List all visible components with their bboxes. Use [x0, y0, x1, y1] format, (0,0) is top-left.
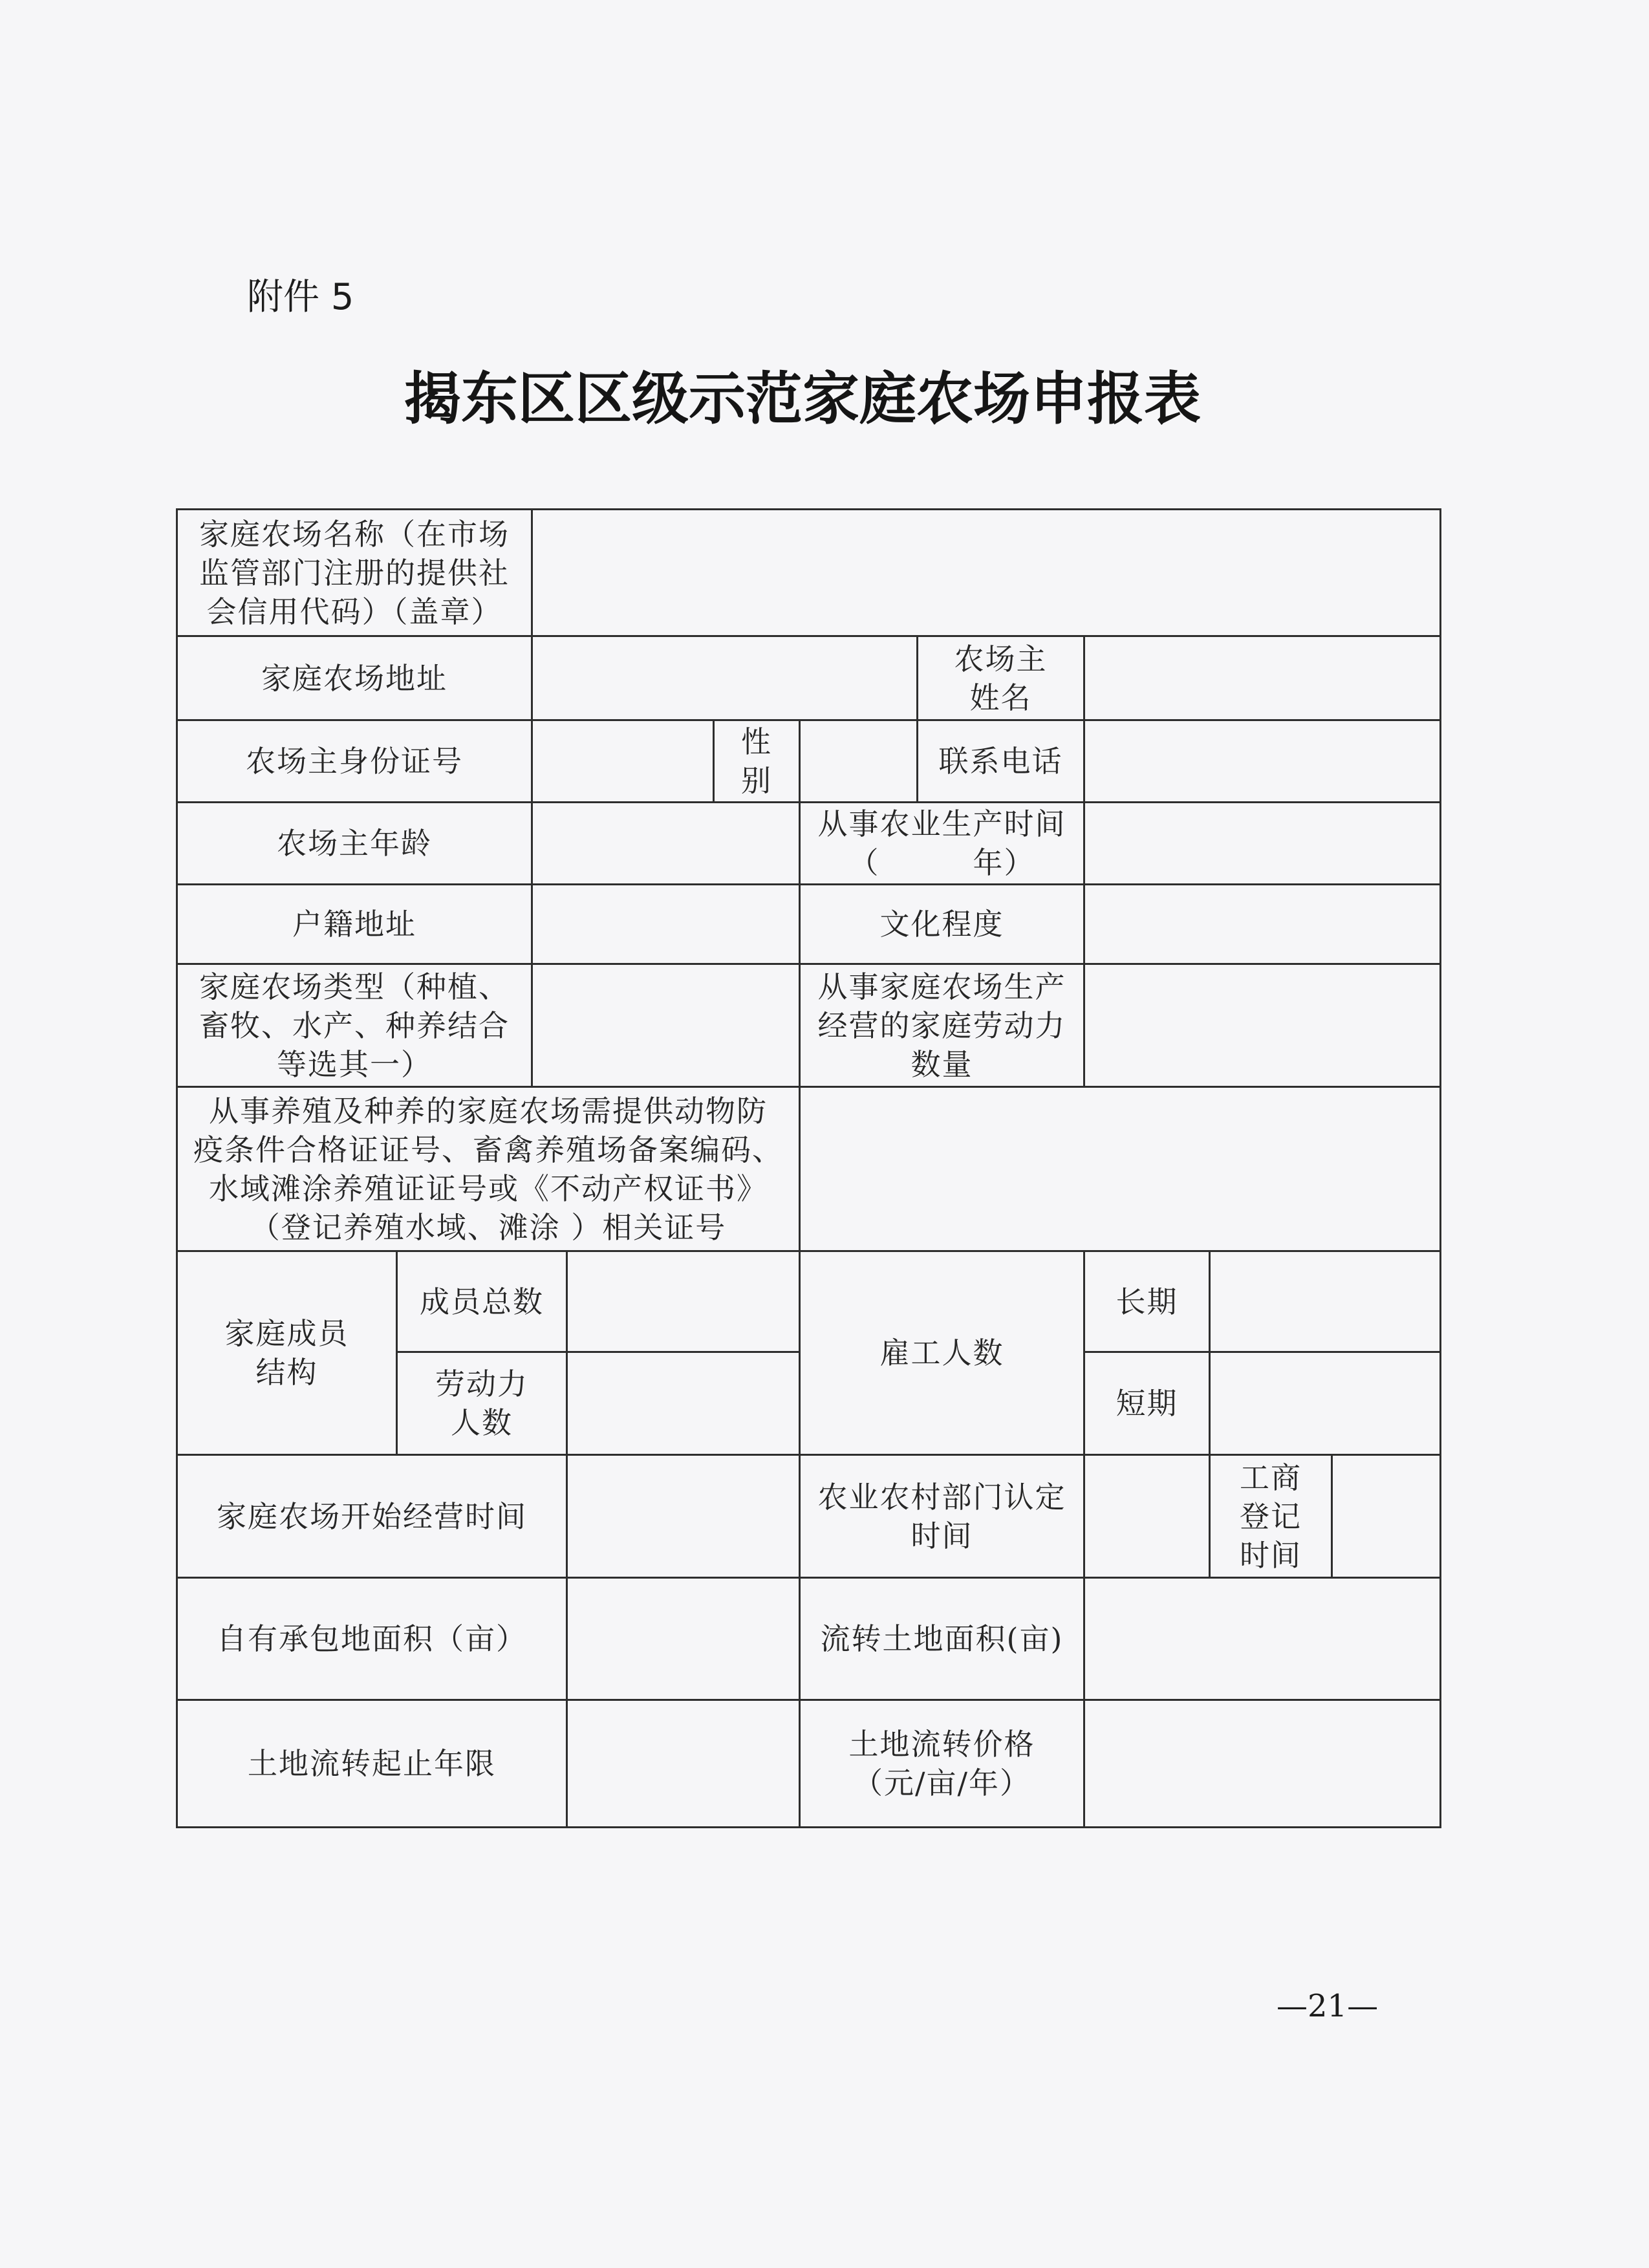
farm-address-value: [531, 635, 918, 721]
owner-name-label: 农场主 姓名: [916, 635, 1085, 721]
education-value: [1083, 883, 1441, 965]
farming-years-value: [1083, 801, 1441, 885]
transferred-area-value: [1083, 1577, 1441, 1701]
total-members-value: [566, 1250, 801, 1353]
transfer-period-label: 土地流转起止年限: [176, 1699, 568, 1828]
farming-years-label: 从事农业生产时间 （ 年）: [799, 801, 1085, 885]
farm-type-value: [531, 963, 801, 1088]
family-structure-label: 家庭成员 结构: [176, 1250, 398, 1456]
transfer-price-label: 土地流转价格 （元/亩/年）: [799, 1699, 1085, 1828]
owner-age-value: [531, 801, 801, 885]
household-address-label: 户籍地址: [176, 883, 533, 965]
start-time-value: [566, 1454, 801, 1579]
farm-name-label: 家庭农场名称（在市场 监管部门注册的提供社 会信用代码）（盖章）: [176, 508, 533, 637]
labor-count-label: 劳动力 人数: [396, 1351, 568, 1456]
page-number: —21—: [1277, 1988, 1379, 2024]
labor-count-value: [566, 1351, 801, 1456]
short-term-label: 短期: [1083, 1351, 1211, 1456]
phone-value: [1083, 719, 1441, 803]
id-number-label: 农场主身份证号: [176, 719, 533, 803]
short-term-workers-value: [1209, 1351, 1441, 1456]
form-title: 揭东区区级示范家庭农场申报表: [404, 365, 1202, 432]
transfer-period-value: [566, 1699, 801, 1828]
farm-address-label: 家庭农场地址: [176, 635, 533, 721]
owner-name-value: [1083, 635, 1441, 721]
long-term-workers-value: [1209, 1250, 1441, 1353]
farm-type-label: 家庭农场类型（种植、 畜牧、水产、种养结合 等选其一）: [176, 963, 533, 1088]
transfer-price-value: [1083, 1699, 1441, 1828]
owner-age-label: 农场主年龄: [176, 801, 533, 885]
phone-label: 联系电话: [916, 719, 1085, 803]
own-contracted-area-value: [566, 1577, 801, 1701]
gender-label: 性 别: [713, 719, 801, 803]
agri-dept-certified-value: [1083, 1454, 1211, 1579]
start-time-label: 家庭农场开始经营时间: [176, 1454, 568, 1579]
household-address-value: [531, 883, 801, 965]
certificate-number-value: [799, 1086, 1441, 1252]
business-registration-value: [1331, 1454, 1441, 1579]
family-labor-value: [1083, 963, 1441, 1088]
gender-value: [799, 719, 918, 803]
total-members-label: 成员总数: [396, 1250, 568, 1353]
id-number-value: [531, 719, 715, 803]
business-registration-label: 工商 登记 时间: [1209, 1454, 1333, 1579]
certificate-number-label: 从事养殖及种养的家庭农场需提供动物防 疫条件合格证证号、畜禽养殖场备案编码、 水域滩涂养殖证证号或《不动产权证书》 （登记养殖水域、滩涂 ）相关证号: [176, 1086, 801, 1252]
long-term-label: 长期: [1083, 1250, 1211, 1353]
farm-name-value: [531, 508, 1441, 637]
attachment-label: 附件 5: [247, 276, 354, 318]
transferred-area-label: 流转土地面积(亩): [799, 1577, 1085, 1701]
agri-dept-certified-label: 农业农村部门认定 时间: [799, 1454, 1085, 1579]
family-labor-label: 从事家庭农场生产 经营的家庭劳动力 数量: [799, 963, 1085, 1088]
education-label: 文化程度: [799, 883, 1085, 965]
own-contracted-area-label: 自有承包地面积（亩）: [176, 1577, 568, 1701]
hired-workers-label: 雇工人数: [799, 1250, 1085, 1456]
